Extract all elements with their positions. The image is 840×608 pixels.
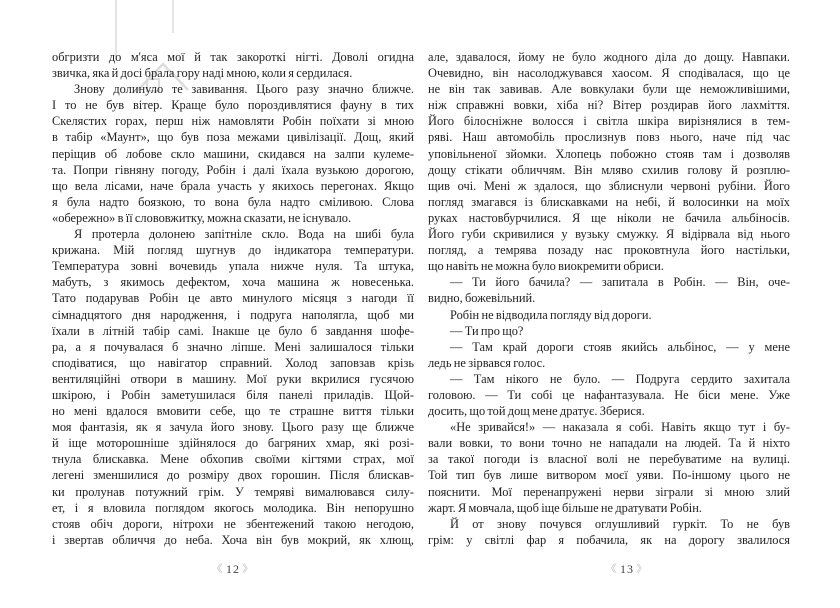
text-line: сподіватися, що навігатор справний. Холод заповзав крізь — [52, 355, 414, 370]
text-line: пояснити. Мої перенапружені нерви зіграли зі мною злий — [428, 484, 790, 499]
text-line: вали вовки, то вони точно не нападали на людей. Та й ніхто — [428, 436, 790, 451]
text-line: — Там край дороги стояв якийсь альбінос, — у мене — [450, 339, 790, 354]
text-line: ки пролунав потужний грім. У темряві вималювався силу- — [52, 484, 414, 499]
text-line: — Ти його бачила? — запитала в Робін. — Він, оче- — [450, 275, 790, 290]
text-line: щив очі. Мені ж здалося, що зблиснули червоні рубіни. Його — [428, 178, 790, 193]
text-line: та. Попри гівняну погоду, Робін і далі їхала вузькою дорогою, — [52, 162, 414, 177]
text-line: Знову долинуло те завивання. Цього разу значно ближче. — [74, 82, 414, 97]
folio-ornament-open-icon: 《 — [605, 564, 618, 575]
text-line: їхали в літній табір самі. Інакше це було б завдання шофе- — [52, 323, 414, 338]
text-line: — Ти про що? — [450, 323, 524, 338]
text-line: і звертав обличчя до неба. Хоча він був мокрий, як хлющ, — [52, 532, 414, 547]
text-line: І то не був вітер. Краще було пороздивлятися фауну в тих — [52, 98, 414, 113]
text-line: але, здавалося, йому не було жодного діла до дощу. Навпаки. — [428, 50, 790, 64]
text-line: погляд, а темрява позаду нас проковтнула його настільки, — [428, 243, 790, 258]
text-line: що вела лісами, наче брала участь у якихось перегонах. Якщо — [52, 178, 414, 193]
text-line: — Там нікого не було. — Подруга сердито захитала — [450, 371, 790, 386]
text-line: вентиляційні отвори в машину. Мої руки вкрилися гусячою — [52, 371, 414, 386]
text-line: Очевидно, він насолоджувався хаосом. Я сподівалася, що це — [428, 66, 790, 81]
text-line: не він так завивав. Але вовкулаки були ще неможливішими, — [428, 82, 790, 97]
text-line: ра, а я почувалася б значно ліпше. Мені залишалося тільки — [52, 339, 414, 354]
page-right — [428, 49, 790, 576]
text-line: Робін не відводила погляду від дороги. — [450, 307, 652, 322]
text-line: Й от знову почувся оглушливий гуркіт. То не був — [450, 516, 790, 531]
text-line: Скелястих горах, перш ніж намовляти Робін поїхати зі мною — [52, 114, 414, 129]
text-line: сімнадцятого дня народження, і подруга наполягла, щоб ми — [52, 307, 414, 322]
text-line: дощу стікати обличчям. Він мляво схилив голову й розплю- — [428, 162, 790, 177]
text-line: «Не зривайся!» — наказала я собі. Навіть якщо тут і бу- — [450, 420, 790, 435]
text-line: я була надто боязкою, то вона була надто сміливою. Слова — [52, 194, 414, 209]
page-number-value: 13 — [620, 562, 634, 576]
text-line: Тато подарував Робін це авто минулого місяця з нагоди її — [52, 291, 414, 306]
text-line: стояв обіч дороги, нітрохи не збентежений такою негодою, — [52, 516, 414, 531]
text-line: тнула блискавка. Мене обхопив своїми кігтями страх, мої — [52, 452, 414, 467]
text-line: ряві. Наш автомобіль прослизнув повз нього, наче під час — [428, 130, 790, 145]
page-number-right — [446, 561, 808, 577]
text-line: видно, божевільний. — [428, 291, 536, 306]
text-line: шкірою, і Робін заметушилася біля панелі приладів. Щой- — [52, 387, 414, 402]
text-line: Його губи скривилися у вузьку смужку. Я відірвала від нього — [428, 227, 790, 242]
text-line: звичка, яка й досі брала гору наді мною, коли я сердилася. — [52, 66, 353, 81]
text-line: й іще моторошніше здійнялося до багряних хмар, які розі- — [52, 436, 414, 451]
text-line: ледь не зірвався голос. — [428, 355, 546, 370]
text-line: за такої погоди із власної волі не перебуватиме на вулиці. — [428, 452, 790, 467]
text-line: легені зменшилися до розміру двох горошин. Після блискав- — [52, 468, 414, 483]
text-line: уповільненої зйомки. Хлопець побожно стояв там і дозволяв — [428, 146, 790, 161]
page-number-left — [52, 561, 414, 577]
page-left — [52, 49, 414, 576]
folio-ornament-close-icon: 》 — [636, 564, 649, 575]
text-line: но мені вдалося вмовити себе, що те страшне виття тільки — [52, 404, 414, 419]
text-line: головою. — Ти собі це нафантазувала. Не біси мене. Уже — [428, 387, 790, 402]
folio-ornament-open-icon: 《 — [211, 564, 224, 575]
text-line: Той тип був лише витвором моєї уяви. По-іншому цього не — [428, 468, 790, 483]
page-left-text — [52, 49, 414, 548]
text-line: крижана. Мій погляд шугнув до індикатора температури. — [52, 243, 414, 258]
text-line: досить, що той дощ мене дратує. Зберися. — [428, 404, 645, 419]
text-line: Його білосніжне волосся і світла шкіра вирізнялися в тем- — [428, 114, 790, 129]
folio-ornament-close-icon: 》 — [242, 564, 255, 575]
text-line: жарт. Я мовчала, щоб іще більше не дратувати Робін. — [428, 500, 702, 515]
page-number-value: 12 — [226, 562, 240, 576]
text-line: що навіть не можна було виокремити обриси. — [428, 259, 664, 274]
page-right-text — [428, 49, 790, 548]
text-line: погляд змагався із блискавками на небі, й волосинки на моїх — [428, 194, 790, 209]
text-line: Температура зовні вочевидь упала нижче нуля. Та штука, — [52, 259, 414, 274]
text-line: в табір «Маунт», що був поза межами цивілізації. Дощ, який — [52, 130, 414, 145]
text-line: моя фантазія, як я зачула його знову. Цього разу ще ближче — [52, 420, 414, 435]
text-line: Я протерла долонею запітніле скло. Вода на шибі була — [74, 227, 414, 242]
text-line: грім: у світлі фар я побачила, як на дорогу звалилося — [428, 532, 790, 547]
text-line: ет, і я вловила поглядом якогось молодика. Він непорушно — [52, 500, 414, 515]
text-line: мабуть, з якимось дефектом, хоча машина ж новесенька. — [52, 275, 414, 290]
text-line: «обережно» в її слововжитку, можна сказати, не існувало. — [52, 210, 352, 225]
text-line: періщив об лобове скло машини, скидався на залпи кулеме- — [52, 146, 414, 161]
text-line: обгризти до м'яса мої й так закороткі нігті. Доволі огидна — [52, 50, 414, 64]
text-line: руках настовбурчилися. Я ще ніколи не бачила альбіносів. — [428, 210, 790, 225]
text-line: ніж справжні вовки, хіба ні? Вітер роздирав його лахміття. — [428, 98, 790, 113]
